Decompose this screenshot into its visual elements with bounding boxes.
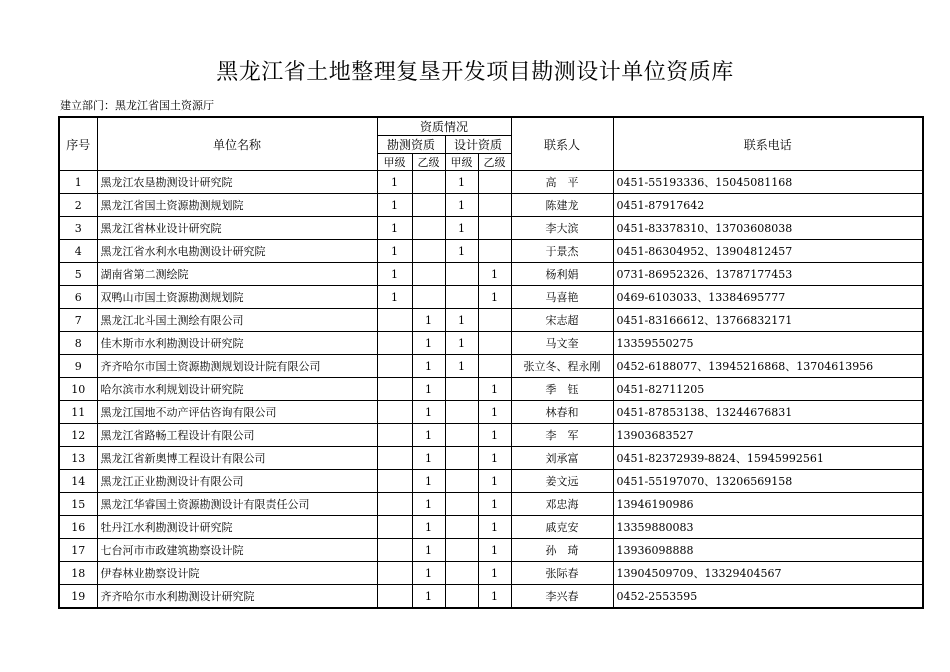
- row-design-grade-a: 1: [445, 309, 478, 332]
- row-phone: 0469-6103033、13384695777: [613, 286, 923, 309]
- row-survey-grade-a: [377, 447, 412, 470]
- row-design-grade-b: 1: [478, 424, 511, 447]
- row-design-grade-b: 1: [478, 263, 511, 286]
- row-survey-grade-b: [412, 263, 445, 286]
- row-design-grade-b: 1: [478, 585, 511, 609]
- row-design-grade-a: [445, 447, 478, 470]
- table-row: [59, 401, 923, 424]
- row-survey-grade-a: [377, 424, 412, 447]
- row-contact: 姜文远: [511, 470, 613, 493]
- row-design-grade-b: [478, 240, 511, 263]
- row-survey-grade-a: 1: [377, 263, 412, 286]
- header-contact: 联系人: [511, 117, 613, 171]
- table-row: [59, 171, 923, 194]
- row-design-grade-b: [478, 355, 511, 378]
- row-survey-grade-a: [377, 493, 412, 516]
- row-phone: 0731-86952326、13787177453: [613, 263, 923, 286]
- row-design-grade-a: [445, 470, 478, 493]
- row-unit-name: 黑龙江农垦勘测设计研究院: [97, 171, 377, 194]
- row-unit-name: 齐齐哈尔市国土资源勘测规划设计院有限公司: [97, 355, 377, 378]
- row-design-grade-b: 1: [478, 493, 511, 516]
- row-design-grade-b: 1: [478, 539, 511, 562]
- row-index: 15: [59, 493, 97, 516]
- row-design-grade-a: [445, 424, 478, 447]
- row-design-grade-a: [445, 401, 478, 424]
- row-phone: 0451-87853138、13244676831: [613, 401, 923, 424]
- row-unit-name: 七台河市市政建筑勘察设计院: [97, 539, 377, 562]
- row-unit-name: 哈尔滨市水利规划设计研究院: [97, 378, 377, 401]
- row-index: 11: [59, 401, 97, 424]
- row-phone: 0452-2553595: [613, 585, 923, 609]
- table-row: [59, 447, 923, 470]
- table-row: [59, 309, 923, 332]
- row-contact: 杨利娟: [511, 263, 613, 286]
- row-survey-grade-a: [377, 332, 412, 355]
- row-phone: 0451-83166612、13766832171: [613, 309, 923, 332]
- row-index: 19: [59, 585, 97, 609]
- header-survey-grade-b: 乙级: [412, 154, 445, 171]
- row-contact: 林春和: [511, 401, 613, 424]
- row-contact: 张际春: [511, 562, 613, 585]
- row-phone: 0451-86304952、13904812457: [613, 240, 923, 263]
- row-design-grade-b: [478, 309, 511, 332]
- row-unit-name: 黑龙江正业勘测设计有限公司: [97, 470, 377, 493]
- row-design-grade-b: 1: [478, 447, 511, 470]
- row-design-grade-b: 1: [478, 562, 511, 585]
- table-row: [59, 516, 923, 539]
- row-contact: 李兴春: [511, 585, 613, 609]
- row-unit-name: 牡丹江水利勘测设计研究院: [97, 516, 377, 539]
- row-phone: 0451-83378310、13703608038: [613, 217, 923, 240]
- row-design-grade-a: [445, 378, 478, 401]
- row-survey-grade-b: [412, 217, 445, 240]
- row-index: 9: [59, 355, 97, 378]
- table-row: [59, 332, 923, 355]
- row-survey-grade-a: [377, 516, 412, 539]
- row-unit-name: 双鸭山市国土资源勘测规划院: [97, 286, 377, 309]
- row-design-grade-b: [478, 171, 511, 194]
- document-title: 黑龙江省土地整理复垦开发项目勘测设计单位资质库: [216, 60, 734, 85]
- table-row: [59, 263, 923, 286]
- row-contact: 刘承富: [511, 447, 613, 470]
- table-row: [59, 240, 923, 263]
- row-phone: 13903683527: [613, 424, 923, 447]
- row-phone: 13936098888: [613, 539, 923, 562]
- row-survey-grade-a: [377, 309, 412, 332]
- row-contact: 孙 琦: [511, 539, 613, 562]
- row-unit-name: 黑龙江省水利水电勘测设计研究院: [97, 240, 377, 263]
- row-survey-grade-a: 1: [377, 171, 412, 194]
- row-design-grade-a: 1: [445, 355, 478, 378]
- row-design-grade-a: [445, 516, 478, 539]
- row-design-grade-a: [445, 286, 478, 309]
- row-survey-grade-a: [377, 539, 412, 562]
- row-design-grade-b: 1: [478, 470, 511, 493]
- header-design-grade-a: 甲级: [445, 154, 478, 171]
- row-index: 17: [59, 539, 97, 562]
- row-survey-grade-a: [377, 562, 412, 585]
- row-unit-name: 黑龙江省路畅工程设计有限公司: [97, 424, 377, 447]
- row-contact: 邓忠海: [511, 493, 613, 516]
- row-design-grade-a: [445, 562, 478, 585]
- row-contact: 季 钰: [511, 378, 613, 401]
- row-survey-grade-b: [412, 171, 445, 194]
- row-survey-grade-b: [412, 240, 445, 263]
- row-index: 3: [59, 217, 97, 240]
- row-phone: 13359880083: [613, 516, 923, 539]
- row-survey-grade-b: 1: [412, 562, 445, 585]
- row-phone: 13904509709、13329404567: [613, 562, 923, 585]
- table-row: [59, 424, 923, 447]
- row-contact: 马喜艳: [511, 286, 613, 309]
- row-contact: 宋志超: [511, 309, 613, 332]
- row-contact: 高 平: [511, 171, 613, 194]
- row-phone: 0452-6188077、13945216868、13704613956: [613, 355, 923, 378]
- table-row: [59, 539, 923, 562]
- row-design-grade-a: 1: [445, 217, 478, 240]
- row-unit-name: 黑龙江国地不动产评估咨询有限公司: [97, 401, 377, 424]
- row-unit-name: 黑龙江省国土资源勘测规划院: [97, 194, 377, 217]
- row-index: 6: [59, 286, 97, 309]
- row-unit-name: 黑龙江华睿国土资源勘测设计有限责任公司: [97, 493, 377, 516]
- row-survey-grade-b: 1: [412, 516, 445, 539]
- row-survey-grade-a: [377, 355, 412, 378]
- row-survey-grade-b: 1: [412, 424, 445, 447]
- row-contact: 马文奎: [511, 332, 613, 355]
- table-row: [59, 355, 923, 378]
- row-survey-grade-b: 1: [412, 539, 445, 562]
- row-unit-name: 黑龙江北斗国土测绘有限公司: [97, 309, 377, 332]
- row-survey-grade-a: 1: [377, 286, 412, 309]
- row-phone: 0451-55193336、15045081168: [613, 171, 923, 194]
- row-survey-grade-a: [377, 470, 412, 493]
- row-survey-grade-a: 1: [377, 217, 412, 240]
- row-design-grade-b: 1: [478, 401, 511, 424]
- row-unit-name: 佳木斯市水利勘测设计研究院: [97, 332, 377, 355]
- table-row: [59, 217, 923, 240]
- row-survey-grade-b: [412, 286, 445, 309]
- row-design-grade-a: [445, 493, 478, 516]
- header-qualification: 资质情况: [377, 117, 511, 136]
- row-unit-name: 湖南省第二测绘院: [97, 263, 377, 286]
- row-design-grade-b: [478, 194, 511, 217]
- table-row: [59, 194, 923, 217]
- row-survey-grade-b: 1: [412, 355, 445, 378]
- row-index: 16: [59, 516, 97, 539]
- row-design-grade-b: [478, 217, 511, 240]
- qualification-table: [58, 116, 924, 609]
- table-row: [59, 493, 923, 516]
- row-contact: 李 军: [511, 424, 613, 447]
- row-design-grade-a: [445, 585, 478, 609]
- row-unit-name: 伊春林业勘察设计院: [97, 562, 377, 585]
- row-index: 13: [59, 447, 97, 470]
- row-survey-grade-b: 1: [412, 401, 445, 424]
- header-name: 单位名称: [97, 117, 377, 171]
- row-index: 18: [59, 562, 97, 585]
- row-survey-grade-b: 1: [412, 585, 445, 609]
- row-survey-grade-b: 1: [412, 470, 445, 493]
- table-row: [59, 585, 923, 609]
- header-index: 序号: [59, 117, 97, 171]
- row-phone: 0451-82711205: [613, 378, 923, 401]
- row-design-grade-a: 1: [445, 171, 478, 194]
- row-survey-grade-b: 1: [412, 493, 445, 516]
- header-survey: 勘测资质: [377, 136, 445, 154]
- row-unit-name: 齐齐哈尔市水利勘测设计研究院: [97, 585, 377, 609]
- row-design-grade-b: 1: [478, 286, 511, 309]
- row-contact: 张立冬、程永刚: [511, 355, 613, 378]
- row-survey-grade-a: [377, 585, 412, 609]
- row-design-grade-a: 1: [445, 194, 478, 217]
- table-row: [59, 378, 923, 401]
- row-design-grade-b: 1: [478, 516, 511, 539]
- row-survey-grade-a: 1: [377, 194, 412, 217]
- row-survey-grade-b: 1: [412, 309, 445, 332]
- header-design-grade-b: 乙级: [478, 154, 511, 171]
- row-survey-grade-a: [377, 401, 412, 424]
- row-survey-grade-b: 1: [412, 378, 445, 401]
- row-unit-name: 黑龙江省林业设计研究院: [97, 217, 377, 240]
- row-design-grade-a: 1: [445, 332, 478, 355]
- table-row: [59, 470, 923, 493]
- row-design-grade-a: [445, 263, 478, 286]
- row-phone: 0451-82372939-8824、15945992561: [613, 447, 923, 470]
- row-index: 2: [59, 194, 97, 217]
- row-contact: 陈建龙: [511, 194, 613, 217]
- row-index: 7: [59, 309, 97, 332]
- header-phone: 联系电话: [613, 117, 923, 171]
- row-index: 10: [59, 378, 97, 401]
- row-survey-grade-a: 1: [377, 240, 412, 263]
- row-survey-grade-b: 1: [412, 332, 445, 355]
- row-survey-grade-b: [412, 194, 445, 217]
- row-design-grade-b: [478, 332, 511, 355]
- row-index: 14: [59, 470, 97, 493]
- row-index: 1: [59, 171, 97, 194]
- row-design-grade-b: 1: [478, 378, 511, 401]
- row-phone: 13359550275: [613, 332, 923, 355]
- row-unit-name: 黑龙江省新奥博工程设计有限公司: [97, 447, 377, 470]
- row-phone: 0451-55197070、13206569158: [613, 470, 923, 493]
- row-survey-grade-a: [377, 378, 412, 401]
- row-design-grade-a: 1: [445, 240, 478, 263]
- header-survey-grade-a: 甲级: [377, 154, 412, 171]
- row-index: 8: [59, 332, 97, 355]
- header-design: 设计资质: [445, 136, 511, 154]
- row-index: 12: [59, 424, 97, 447]
- row-design-grade-a: [445, 539, 478, 562]
- row-survey-grade-b: 1: [412, 447, 445, 470]
- row-index: 5: [59, 263, 97, 286]
- row-contact: 于景杰: [511, 240, 613, 263]
- row-contact: 戚克安: [511, 516, 613, 539]
- row-phone: 0451-87917642: [613, 194, 923, 217]
- row-phone: 13946190986: [613, 493, 923, 516]
- row-index: 4: [59, 240, 97, 263]
- row-contact: 李大滨: [511, 217, 613, 240]
- table-row: [59, 286, 923, 309]
- table-row: [59, 562, 923, 585]
- department-line: 建立部门：黑龙江省国土资源厅: [60, 99, 214, 112]
